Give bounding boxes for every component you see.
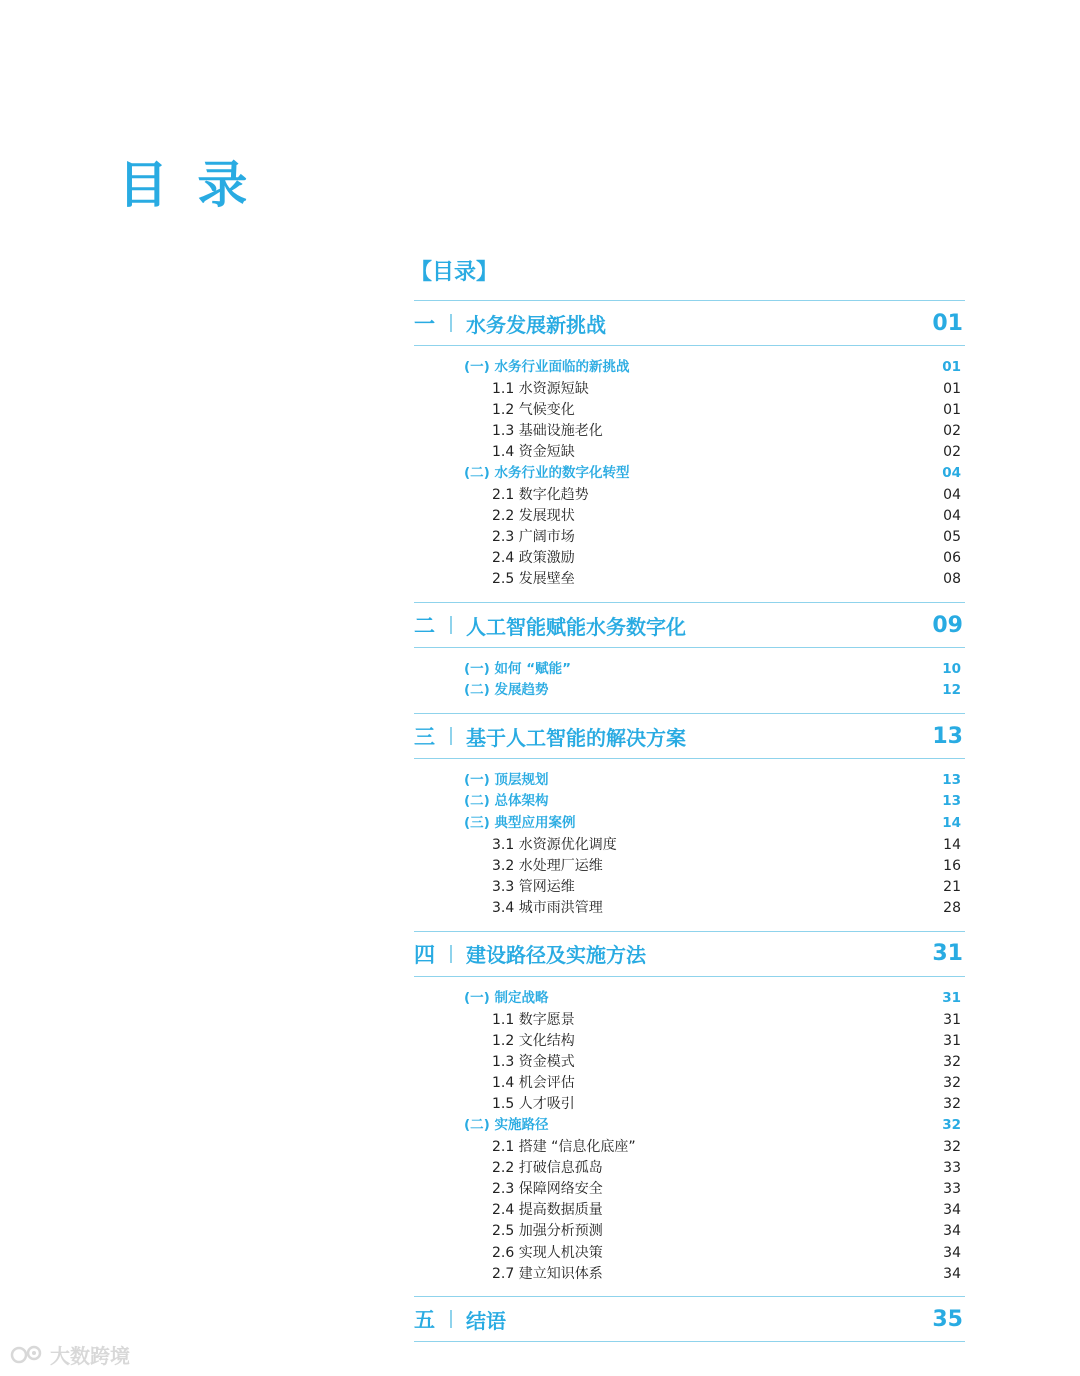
toc-entry-page: 02 xyxy=(943,444,961,461)
toc-entry-label: 1.3 资金模式 xyxy=(492,1053,575,1070)
toc-entry-label: 3.1 水资源优化调度 xyxy=(492,836,617,853)
toc-entry-label: 2.1 搭建 “信息化底座” xyxy=(492,1138,636,1155)
toc-entry-label: 1.5 人才吸引 xyxy=(492,1096,575,1113)
toc-entry-page: 34 xyxy=(943,1244,961,1261)
toc-entry-label: (二) 总体架构 xyxy=(464,793,549,810)
toc-entry-label: 2.7 建立知识体系 xyxy=(492,1265,603,1282)
toc-entry-page: 34 xyxy=(943,1223,961,1240)
toc-entry-page: 10 xyxy=(942,660,961,677)
chapter-number: 四 xyxy=(414,942,435,967)
toc-item[interactable] xyxy=(414,548,965,569)
toc-entry-page: 32 xyxy=(943,1053,961,1070)
chapter-page-number: 35 xyxy=(932,1306,963,1332)
toc-entry-label: (一) 如何 “赋能” xyxy=(464,660,571,677)
page-title: 目 录 xyxy=(118,156,254,214)
toc-section[interactable] xyxy=(414,770,965,791)
toc-entry-label: 3.2 水处理厂运维 xyxy=(492,857,603,874)
toc-entry-label: 2.3 广阔市场 xyxy=(492,529,575,546)
toc-entry-label: (一) 制定战略 xyxy=(464,989,549,1006)
chapter-divider xyxy=(450,727,466,745)
toc-sublist xyxy=(414,759,965,930)
toc-sublist xyxy=(414,648,965,713)
toc-chapter[interactable] xyxy=(414,300,965,346)
chapter-title: 建设路径及实施方法 xyxy=(466,943,646,968)
toc-entry-label: 1.1 数字愿景 xyxy=(492,1011,575,1028)
toc-entry-label: (一) 水务行业面临的新挑战 xyxy=(464,358,630,375)
toc-entry-label: 1.1 水资源短缺 xyxy=(492,380,589,397)
toc-section[interactable] xyxy=(414,357,965,378)
chapter-divider xyxy=(450,314,466,332)
toc-entry-page: 08 xyxy=(943,571,961,588)
toc-sublist xyxy=(414,977,965,1297)
toc-section[interactable] xyxy=(414,680,965,701)
toc-entry-page: 32 xyxy=(942,1116,961,1133)
toc-entry-page: 21 xyxy=(943,878,961,895)
toc-item[interactable] xyxy=(414,1094,965,1115)
toc-chapter[interactable] xyxy=(414,931,965,977)
toc-entry-page: 06 xyxy=(943,550,961,567)
toc-entry-label: 1.2 文化结构 xyxy=(492,1032,575,1049)
toc-item[interactable] xyxy=(414,569,965,590)
toc-section[interactable] xyxy=(414,1115,965,1136)
toc-section[interactable] xyxy=(414,463,965,484)
toc-entry-page: 01 xyxy=(943,401,961,418)
toc-section[interactable] xyxy=(414,792,965,813)
toc-item[interactable] xyxy=(414,378,965,399)
toc-entry-label: (一) 顶层规划 xyxy=(464,772,549,789)
toc-item[interactable] xyxy=(414,442,965,463)
chapter-title: 基于人工智能的解决方案 xyxy=(466,725,686,750)
toc-entry-label: 2.3 保障网络安全 xyxy=(492,1181,603,1198)
toc-sublist xyxy=(414,346,965,602)
toc-entry-page: 14 xyxy=(943,836,961,853)
chapter-page-number: 13 xyxy=(932,723,963,749)
toc-entry-label: 2.2 打破信息孤岛 xyxy=(492,1159,603,1176)
toc-entry-label: 1.3 基础设施老化 xyxy=(492,423,603,440)
toc-entry-page: 04 xyxy=(942,464,961,481)
toc-entry-page: 32 xyxy=(943,1138,961,1155)
chapter-page-number: 09 xyxy=(932,612,963,638)
toc-entry-page: 02 xyxy=(943,423,961,440)
toc-item[interactable] xyxy=(414,399,965,420)
toc-item[interactable] xyxy=(414,1073,965,1094)
toc-item[interactable] xyxy=(414,1030,965,1051)
chapter-title: 结语 xyxy=(466,1308,506,1333)
toc-entry-page: 34 xyxy=(943,1265,961,1282)
toc-item[interactable] xyxy=(414,484,965,505)
toc-entry-page: 13 xyxy=(942,793,961,810)
toc-entry-label: 3.4 城市雨洪管理 xyxy=(492,900,603,917)
toc-section[interactable] xyxy=(414,813,965,834)
chapter-title: 水务发展新挑战 xyxy=(466,312,606,337)
toc-item[interactable] xyxy=(414,1051,965,1072)
chapter-title: 人工智能赋能水务数字化 xyxy=(466,614,686,639)
toc-chapter[interactable] xyxy=(414,1296,965,1342)
toc-entry-label: (二) 发展趋势 xyxy=(464,682,549,699)
toc-item[interactable] xyxy=(414,834,965,855)
chapter-number: 二 xyxy=(414,614,435,639)
toc-item[interactable] xyxy=(414,505,965,526)
toc-entry-page: 31 xyxy=(943,1032,961,1049)
toc-entry-page: 28 xyxy=(943,900,961,917)
toc-item[interactable] xyxy=(414,855,965,876)
toc-entry-page: 04 xyxy=(943,507,961,524)
toc-item[interactable] xyxy=(414,1221,965,1242)
toc-entry-label: 1.4 机会评估 xyxy=(492,1075,575,1092)
toc-entry-page: 31 xyxy=(943,1011,961,1028)
chapter-number: 一 xyxy=(414,312,435,336)
toc-item[interactable] xyxy=(414,1263,965,1284)
toc-item[interactable] xyxy=(414,421,965,442)
toc-entry-page: 05 xyxy=(943,529,961,546)
toc-item[interactable] xyxy=(414,1157,965,1178)
toc-entry-label: 2.1 数字化趋势 xyxy=(492,486,589,503)
toc-entry-label: 2.5 发展壁垒 xyxy=(492,571,575,588)
toc-entry-label: (二) 实施路径 xyxy=(464,1116,549,1133)
toc-entry-label: 2.5 加强分析预测 xyxy=(492,1223,603,1240)
toc-chapter[interactable] xyxy=(414,602,965,648)
toc-entry-label: 2.4 政策激励 xyxy=(492,550,575,567)
chapter-divider xyxy=(450,945,466,963)
watermark-logo-icon xyxy=(10,1343,44,1367)
toc-entry-label: 2.4 提高数据质量 xyxy=(492,1202,603,1219)
toc-section[interactable] xyxy=(414,988,965,1009)
toc-entry-page: 34 xyxy=(943,1202,961,1219)
toc-item[interactable] xyxy=(414,527,965,548)
toc-chapter[interactable] xyxy=(414,713,965,759)
toc-item[interactable] xyxy=(414,1242,965,1263)
chapter-number: 五 xyxy=(414,1308,435,1333)
toc-item[interactable] xyxy=(414,1136,965,1157)
chapter-number: 三 xyxy=(414,725,435,750)
toc-entry-label: 1.2 气候变化 xyxy=(492,401,575,418)
chapter-divider xyxy=(450,616,466,634)
toc-entry-page: 16 xyxy=(943,857,961,874)
toc-entry-label: (三) 典型应用案例 xyxy=(464,814,576,831)
toc-entry-page: 12 xyxy=(942,682,961,699)
watermark xyxy=(10,1340,130,1369)
toc-item[interactable] xyxy=(414,1178,965,1199)
chapter-divider xyxy=(450,1310,466,1328)
toc-entry-page: 31 xyxy=(942,989,961,1006)
toc-entry-page: 33 xyxy=(943,1181,961,1198)
toc-item[interactable] xyxy=(414,898,965,919)
toc-entry-page: 33 xyxy=(943,1159,961,1176)
toc-entry-label: 2.6 实现人机决策 xyxy=(492,1244,603,1261)
toc-entry-page: 14 xyxy=(942,814,961,831)
toc-entry-label: 2.2 发展现状 xyxy=(492,507,575,524)
chapter-page-number: 31 xyxy=(932,941,963,967)
toc-item[interactable] xyxy=(414,1200,965,1221)
watermark-text: 大数跨境 xyxy=(50,1344,130,1368)
toc-entry-page: 04 xyxy=(943,486,961,503)
toc-entry-page: 01 xyxy=(942,358,961,375)
toc-label: 【目录】 xyxy=(410,260,499,285)
toc-section[interactable] xyxy=(414,659,965,680)
toc-entry-label: (二) 水务行业的数字化转型 xyxy=(464,464,630,481)
toc-entry-label: 1.4 资金短缺 xyxy=(492,444,575,461)
toc-entry-page: 01 xyxy=(943,380,961,397)
toc-entry-page: 32 xyxy=(943,1075,961,1092)
toc-entry-page: 13 xyxy=(942,772,961,789)
toc-item[interactable] xyxy=(414,876,965,897)
chapter-page-number: 01 xyxy=(932,310,963,336)
toc-entry-page: 32 xyxy=(943,1096,961,1113)
toc-entry-label: 3.3 管网运维 xyxy=(492,878,575,895)
table-of-contents xyxy=(414,300,965,1342)
toc-item[interactable] xyxy=(414,1009,965,1030)
